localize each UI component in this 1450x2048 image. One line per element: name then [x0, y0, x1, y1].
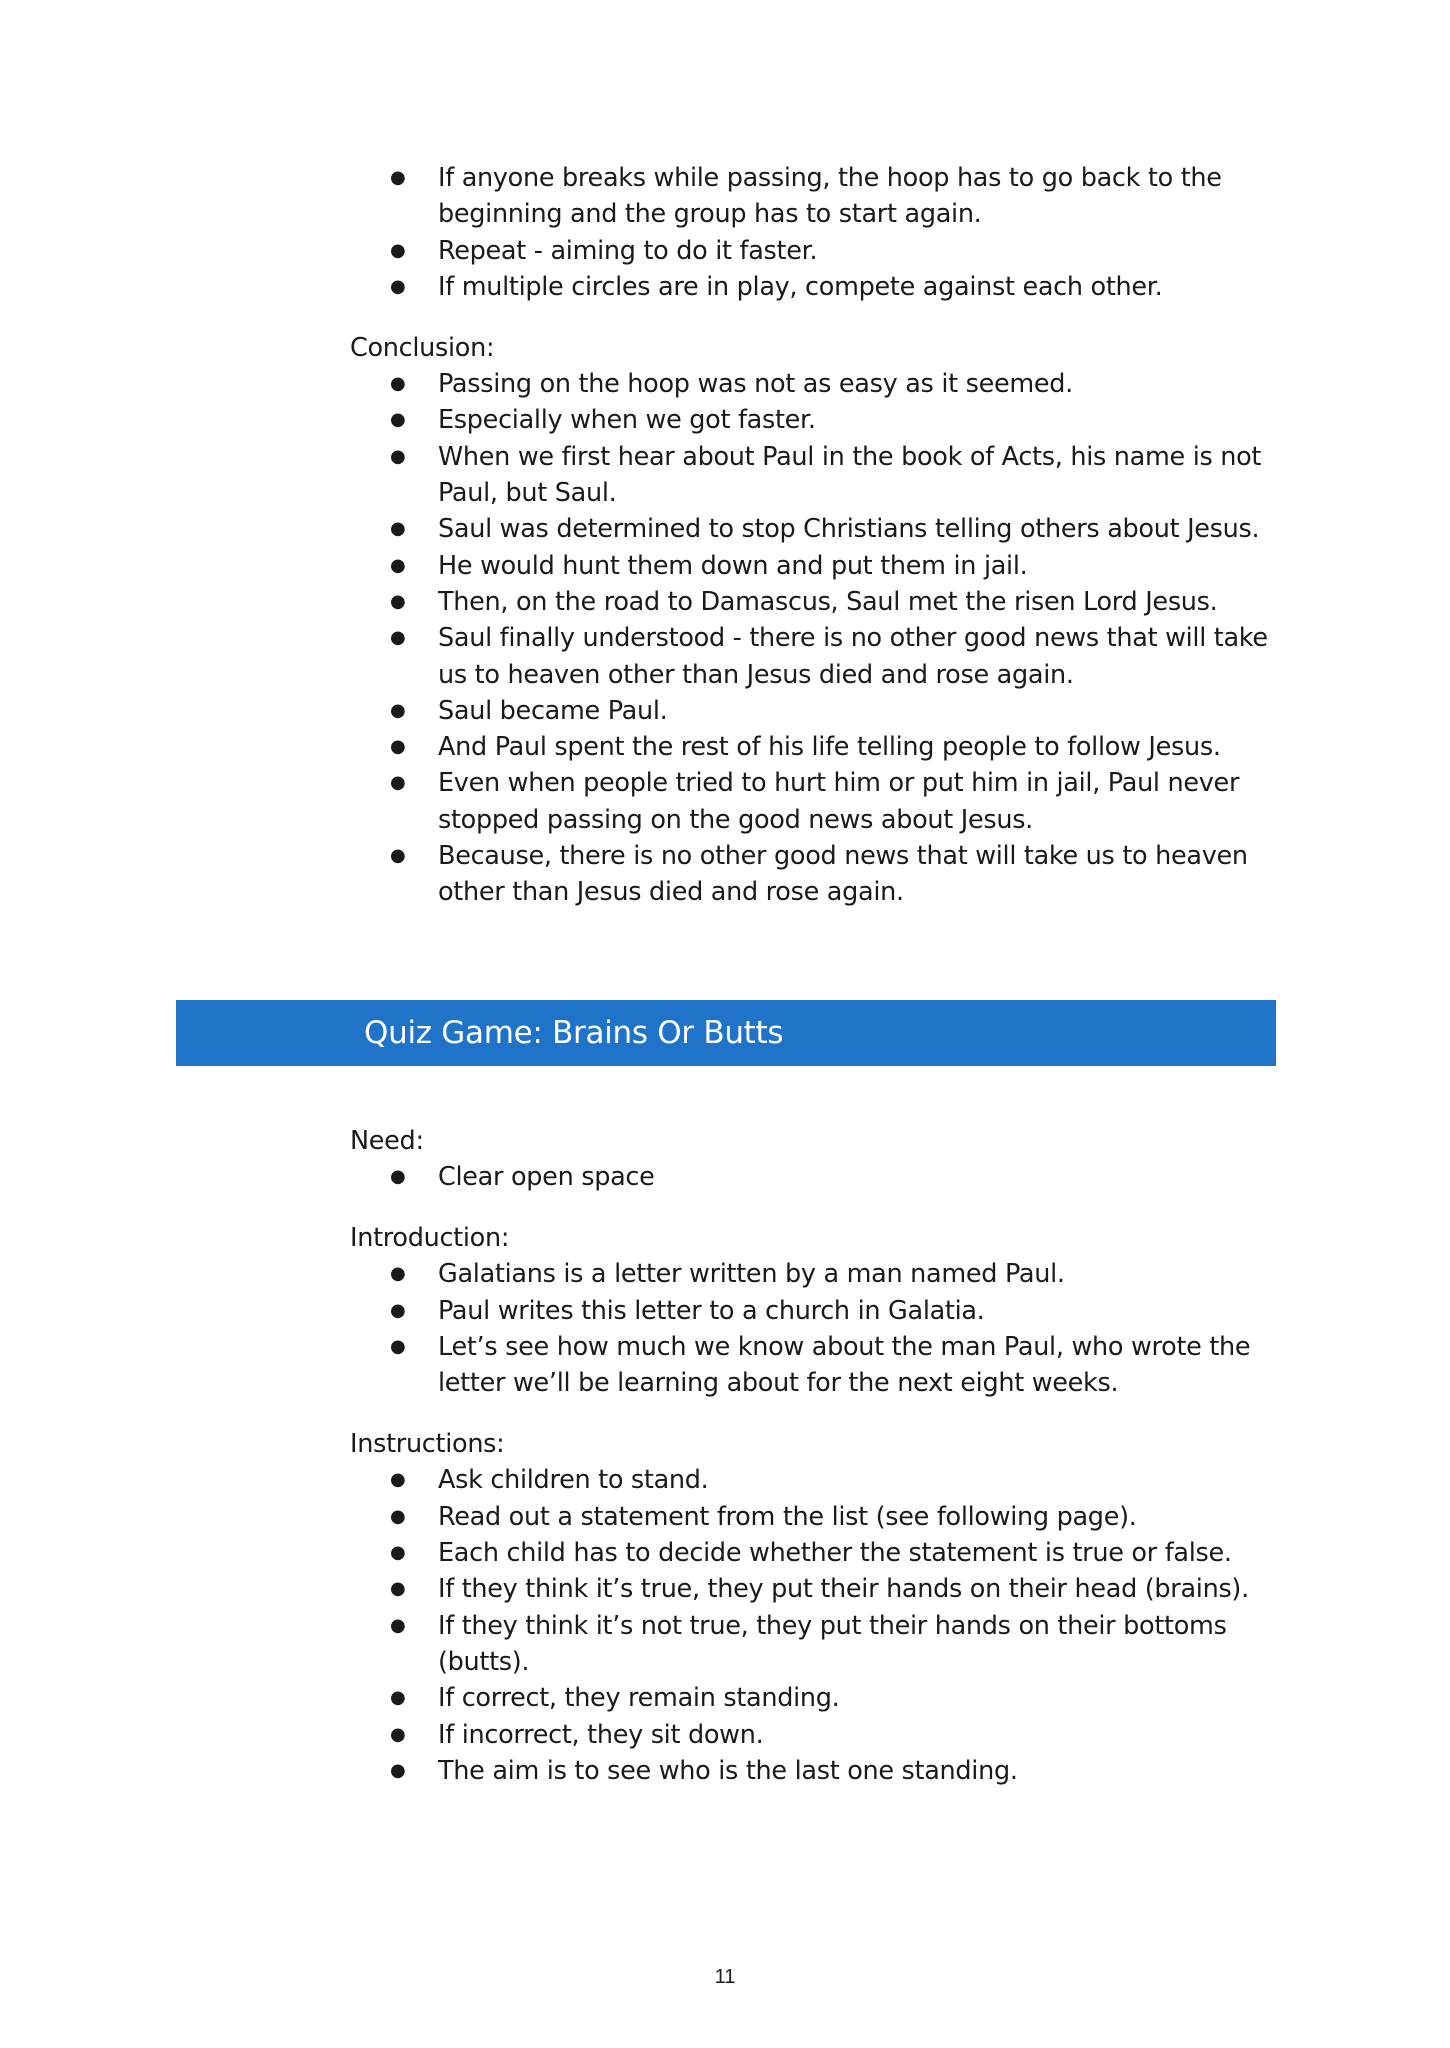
list-item: ● If they think it’s not true, they put their hands on their bottoms (butts). [438, 1608, 1280, 1681]
list-item: ● Saul finally understood - there is no other good news that will take us to heaven other than Jesus died and rose again. [438, 620, 1280, 693]
list-item: ● Read out a statement from the list (see following page). [438, 1499, 1280, 1535]
list-item: ● If multiple circles are in play, compete against each other. [438, 269, 1280, 305]
list-item: ● And Paul spent the rest of his life telling people to follow Jesus. [438, 729, 1280, 765]
introduction-list [350, 1256, 1280, 1401]
instructions-list [350, 1462, 1280, 1789]
list-item: ● If correct, they remain standing. [438, 1680, 1280, 1716]
list-item: ● If anyone breaks while passing, the hoop has to go back to the beginning and the group has to start again. [438, 160, 1280, 233]
list-item: ● Each child has to decide whether the statement is true or false. [438, 1535, 1280, 1571]
conclusion-list [350, 366, 1280, 910]
list-item: ● Especially when we got faster. [438, 402, 1280, 438]
section-title: Quiz Game: Brains Or Butts [364, 1015, 784, 1051]
list-item: ● When we first hear about Paul in the book of Acts, his name is not Paul, but Saul. [438, 439, 1280, 512]
instructions-label: Instructions: [350, 1429, 505, 1460]
list-item: ● Then, on the road to Damascus, Saul met the risen Lord Jesus. [438, 584, 1280, 620]
need-list [350, 1159, 1280, 1195]
list-item: ● Let’s see how much we know about the man Paul, who wrote the letter we’ll be learning about for the next eight weeks. [438, 1329, 1280, 1402]
list-item: ● Passing on the hoop was not as easy as it seemed. [438, 366, 1280, 402]
list-item: ● Even when people tried to hurt him or put him in jail, Paul never stopped passing on the good news about Jesus. [438, 765, 1280, 838]
list-item: ● Because, there is no other good news that will take us to heaven other than Jesus died and rose again. [438, 838, 1280, 911]
quiz-game-section [350, 1123, 1280, 1789]
conclusion-label: Conclusion: [350, 333, 495, 364]
need-label: Need: [350, 1126, 424, 1156]
list-item: ● Saul was determined to stop Christians telling others about Jesus. [438, 511, 1280, 547]
page-number: 11 [714, 1966, 736, 1988]
list-item: ● Galatians is a letter written by a man named Paul. [438, 1256, 1280, 1292]
section-banner [176, 1000, 1276, 1066]
list-item: ● Ask children to stand. [438, 1462, 1280, 1498]
list-item: ● Saul became Paul. [438, 693, 1280, 729]
activity-continued [350, 160, 1280, 911]
list-item: ● If incorrect, they sit down. [438, 1717, 1280, 1753]
list-item: ● Paul writes this letter to a church in Galatia. [438, 1293, 1280, 1329]
list-item: ● The aim is to see who is the last one standing. [438, 1753, 1280, 1789]
list-item: ● Repeat - aiming to do it faster. [438, 233, 1280, 269]
introduction-label: Introduction: [350, 1223, 510, 1254]
list-item: ● If they think it’s true, they put their hands on their head (brains). [438, 1571, 1280, 1607]
list-item: ● Clear open space [438, 1159, 1280, 1195]
list-item: ● He would hunt them down and put them in jail. [438, 548, 1280, 584]
steps-list [350, 160, 1280, 305]
